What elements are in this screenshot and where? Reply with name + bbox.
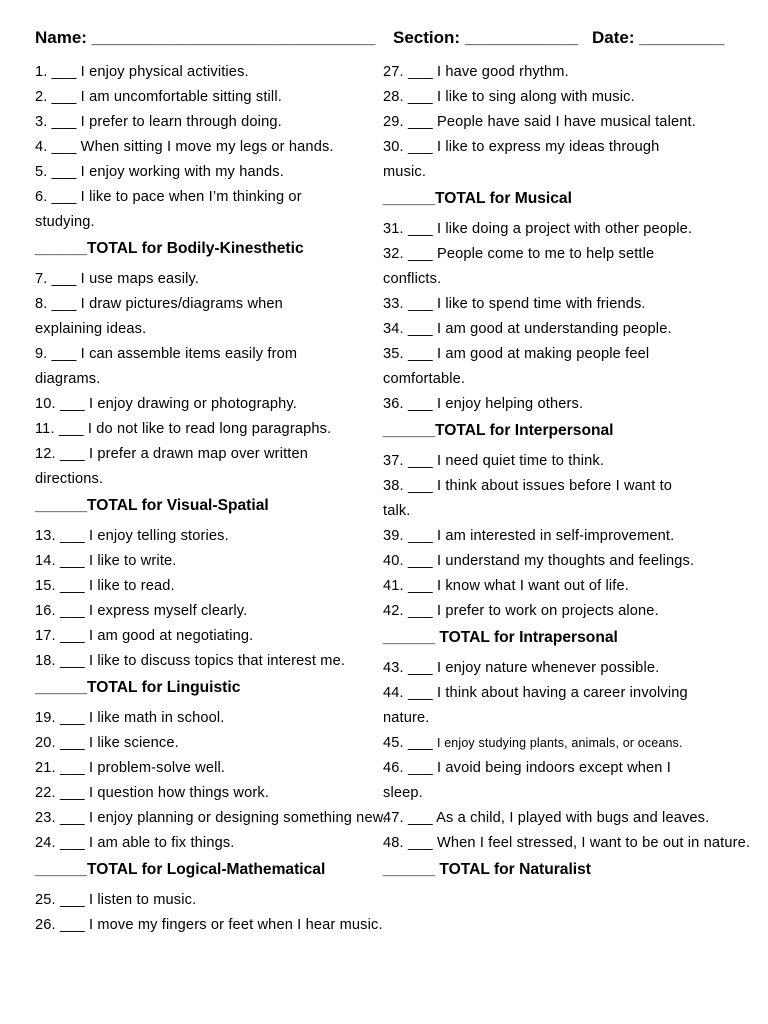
item-text: 1. ___ I enjoy physical activities. [35, 64, 249, 80]
item-text: 23. ___ I enjoy planning or designing something new. [35, 810, 387, 826]
name-field[interactable]: Name: ______________________________ [35, 28, 376, 47]
item-text: 37. ___ I need quiet time to think. [383, 453, 605, 469]
section-total: ______TOTAL for Interpersonal [383, 422, 614, 439]
survey-item [35, 731, 380, 756]
section-total: ______TOTAL for Musical [383, 190, 572, 207]
item-text: 43. ___ I enjoy nature whenever possible. [383, 660, 660, 676]
survey-item [383, 549, 748, 574]
survey-item [35, 160, 380, 185]
survey-item [35, 185, 345, 235]
item-text: 18. ___ I like to discuss topics that interest me. [35, 653, 346, 669]
item-text: 11. ___ I do not like to read long paragraphs. [35, 421, 332, 437]
survey-item [35, 756, 380, 781]
item-text: 36. ___ I enjoy helping others. [383, 396, 584, 412]
survey-item [383, 292, 748, 317]
item-text: 12. ___ I prefer a drawn map over written directions. [35, 446, 309, 487]
survey-item [35, 524, 380, 549]
survey-item [35, 831, 380, 856]
item-text: 31. ___ I like doing a project with other people. [383, 221, 693, 237]
survey-item [383, 342, 683, 392]
item-text-small: I enjoy studying plants, animals, or oceans. [436, 736, 683, 750]
item-text: 8. ___ I draw pictures/diagrams when explaining ideas. [35, 296, 283, 337]
survey-item [383, 317, 748, 342]
item-text: 22. ___ I question how things work. [35, 785, 270, 801]
left-column [35, 60, 387, 938]
item-text: 15. ___ I like to read. [35, 578, 175, 594]
item-text: 28. ___ I like to sing along with music. [383, 89, 635, 105]
survey-item [35, 292, 335, 342]
item-text: 44. ___ I think about having a career involving nature. [383, 685, 688, 726]
item-text: 30. ___ I like to express my ideas through music. [383, 139, 660, 180]
section-total: ______TOTAL for Bodily-Kinesthetic [35, 240, 304, 257]
survey-item [383, 681, 713, 731]
item-text: 45. ___ [383, 735, 437, 751]
item-text: 5. ___ I enjoy working with my hands. [35, 164, 284, 180]
item-text: 34. ___ I am good at understanding people. [383, 321, 672, 337]
survey-item [383, 524, 748, 549]
survey-item [35, 392, 380, 417]
survey-item [35, 806, 387, 831]
item-text: 41. ___ I know what I want out of life. [383, 578, 629, 594]
item-text: 16. ___ I express myself clearly. [35, 603, 248, 619]
item-text: 29. ___ People have said I have musical talent. [383, 114, 696, 130]
section-field[interactable]: Section: ____________ [393, 28, 579, 47]
survey-item [35, 781, 380, 806]
survey-item [383, 756, 688, 806]
survey-item [383, 135, 693, 185]
item-text: 39. ___ I am interested in self-improvement. [383, 528, 675, 544]
header [35, 28, 735, 52]
survey-item [383, 806, 728, 831]
item-text: 6. ___ I like to pace when I’m thinking or studying. [35, 189, 302, 230]
item-text: 24. ___ I am able to fix things. [35, 835, 235, 851]
survey-item [383, 392, 748, 417]
survey-item [383, 449, 748, 474]
survey-item [35, 706, 380, 731]
survey-item [35, 110, 380, 135]
section-total: ______TOTAL for Visual-Spatial [35, 497, 269, 514]
item-text: 2. ___ I am uncomfortable sitting still. [35, 89, 282, 105]
survey-item [35, 60, 380, 85]
item-text: 4. ___ When sitting I move my legs or hands. [35, 139, 334, 155]
right-column [383, 60, 751, 888]
item-text: 26. ___ I move my fingers or feet when I hear music. [35, 917, 383, 933]
survey-item [383, 474, 703, 524]
survey-item [383, 599, 748, 624]
survey-item [383, 242, 678, 292]
section-total: ______ TOTAL for Naturalist [383, 861, 591, 878]
item-text: 7. ___ I use maps easily. [35, 271, 200, 287]
survey-item [383, 656, 748, 681]
section-total: ______TOTAL for Linguistic [35, 679, 241, 696]
item-text: 3. ___ I prefer to learn through doing. [35, 114, 282, 130]
item-text: 9. ___ I can assemble items easily from diagrams. [35, 346, 298, 387]
item-text: 40. ___ I understand my thoughts and feelings. [383, 553, 695, 569]
item-text: 46. ___ I avoid being indoors except when I sleep. [383, 760, 671, 801]
item-text: 32. ___ People come to me to help settle conflicts. [383, 246, 655, 287]
item-text: 19. ___ I like math in school. [35, 710, 225, 726]
survey-item [35, 267, 380, 292]
item-text: 38. ___ I think about issues before I want to talk. [383, 478, 673, 519]
survey-item [383, 731, 708, 756]
item-text: 47. ___ As a child, I played with bugs and leaves. [383, 810, 710, 826]
survey-item [383, 85, 748, 110]
item-text: 20. ___ I like science. [35, 735, 179, 751]
survey-item [383, 574, 748, 599]
survey-item [35, 649, 380, 674]
survey-item [35, 599, 380, 624]
survey-item [35, 574, 380, 599]
survey-item [35, 913, 383, 938]
item-text: 27. ___ I have good rhythm. [383, 64, 569, 80]
date-field[interactable]: Date: _________ [592, 28, 725, 47]
item-text: 25. ___ I listen to music. [35, 892, 197, 908]
survey-item [383, 60, 748, 85]
item-text: 17. ___ I am good at negotiating. [35, 628, 254, 644]
section-total: ______ TOTAL for Intrapersonal [383, 629, 618, 646]
item-text: 35. ___ I am good at making people feel comfortable. [383, 346, 650, 387]
item-text: 13. ___ I enjoy telling stories. [35, 528, 229, 544]
item-text: 21. ___ I problem-solve well. [35, 760, 226, 776]
survey-item [383, 110, 698, 135]
survey-item [35, 888, 380, 913]
item-text: 42. ___ I prefer to work on projects alone. [383, 603, 659, 619]
section-total: ______TOTAL for Logical-Mathematical [35, 861, 326, 878]
survey-item [35, 342, 345, 392]
survey-item [35, 624, 380, 649]
item-text: 14. ___ I like to write. [35, 553, 177, 569]
survey-item [383, 831, 751, 856]
item-text: 10. ___ I enjoy drawing or photography. [35, 396, 297, 412]
item-text: 33. ___ I like to spend time with friends. [383, 296, 646, 312]
survey-item [35, 417, 380, 442]
survey-item [35, 549, 380, 574]
survey-item [35, 85, 380, 110]
survey-item [35, 135, 380, 160]
survey-item [383, 217, 748, 242]
item-text: 48. ___ When I feel stressed, I want to be out in nature. [383, 835, 751, 851]
survey-item [35, 442, 350, 492]
